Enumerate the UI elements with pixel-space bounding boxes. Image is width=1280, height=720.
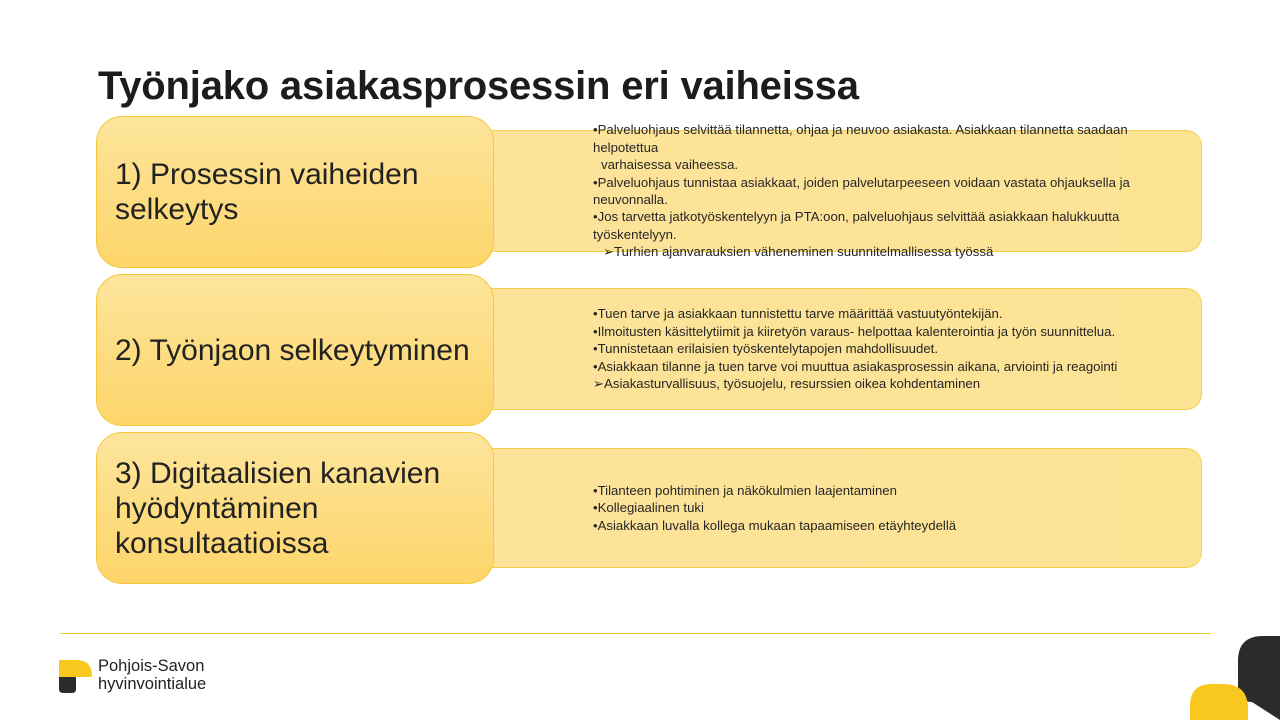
row-1-label [96, 116, 494, 268]
row-1-line-3: •Palveluohjaus tunnistaa asiakkaat, joiden palvelutarpeeseen voidaan vastata ohjauksella ja neuvonnalla. [593, 174, 1130, 207]
row-2-line-5: ➢Asiakasturvallisuus, työsuojelu, resurssien oikea kohdentaminen [593, 376, 981, 392]
row-1-line-4: •Jos tarvetta jatkotyöskentelyyn ja PTA:oon, palveluohjaus selvittää asiakkaan halukkuutta työskentelyyn. [593, 209, 1120, 242]
row-1-line-1: •Palveluohjaus selvittää tilannetta, ohjaa ja neuvoo asiakasta. Asiakkaan tilannetta saadaan helpotettua [593, 122, 1128, 155]
row-3-label-text: 3) Digitaalisien kanavien hyödyntäminen konsultaatioissa [115, 456, 441, 560]
organization-name [98, 657, 206, 693]
row-1-description [476, 122, 1202, 260]
row-2-label [96, 274, 494, 426]
organization-logo-icon [59, 660, 93, 694]
row-1-label-text: 1) Prosessin vaiheiden selkeytys [115, 158, 419, 226]
row-3-line-3: •Asiakkaan luvalla kollega mukaan tapaamiseen etäyhteydellä [593, 517, 957, 533]
organization-name-line-1: Pohjois-Savon [98, 657, 205, 675]
row-1-line-2: varhaisessa vaiheessa. [601, 157, 739, 173]
process-row-1 [96, 116, 1202, 268]
row-3-line-1: •Tilanteen pohtiminen ja näkökulmien laajentaminen [593, 482, 897, 498]
row-2-label-text: 2) Työnjaon selkeytyminen [115, 333, 470, 367]
row-1-line-5: ➢Turhien ajanvarauksien väheneminen suunnitelmallisessa työssä [603, 244, 994, 260]
row-2-line-1: •Tuen tarve ja asiakkaan tunnistettu tarve määrittää vastuutyöntekijän. [593, 306, 1003, 322]
footer-divider [60, 633, 1211, 634]
row-3-label [96, 432, 494, 584]
row-2-line-3: •Tunnistetaan erilaisien työskentelytapojen mahdollisuudet. [593, 341, 939, 357]
row-3-line-2: •Kollegiaalinen tuki [593, 500, 704, 516]
row-3-description [476, 448, 1202, 568]
page-title: Työnjako asiakasprosessin eri vaiheissa [98, 64, 859, 108]
row-2-line-2: •Ilmoitusten käsittelytiimit ja kiiretyön varaus- helpottaa kalenterointia ja työn suunnittelua. [593, 323, 1116, 339]
process-row-3 [96, 432, 1202, 584]
organization-name-line-2: hyvinvointialue [98, 675, 207, 693]
row-2-description [476, 288, 1202, 410]
process-row-2 [96, 274, 1202, 426]
decorative-corner-shape-icon [1190, 636, 1280, 720]
row-2-line-4: •Asiakkaan tilanne ja tuen tarve voi muuttua asiakasprosessin aikana, arviointi ja reagointi [593, 358, 1118, 374]
